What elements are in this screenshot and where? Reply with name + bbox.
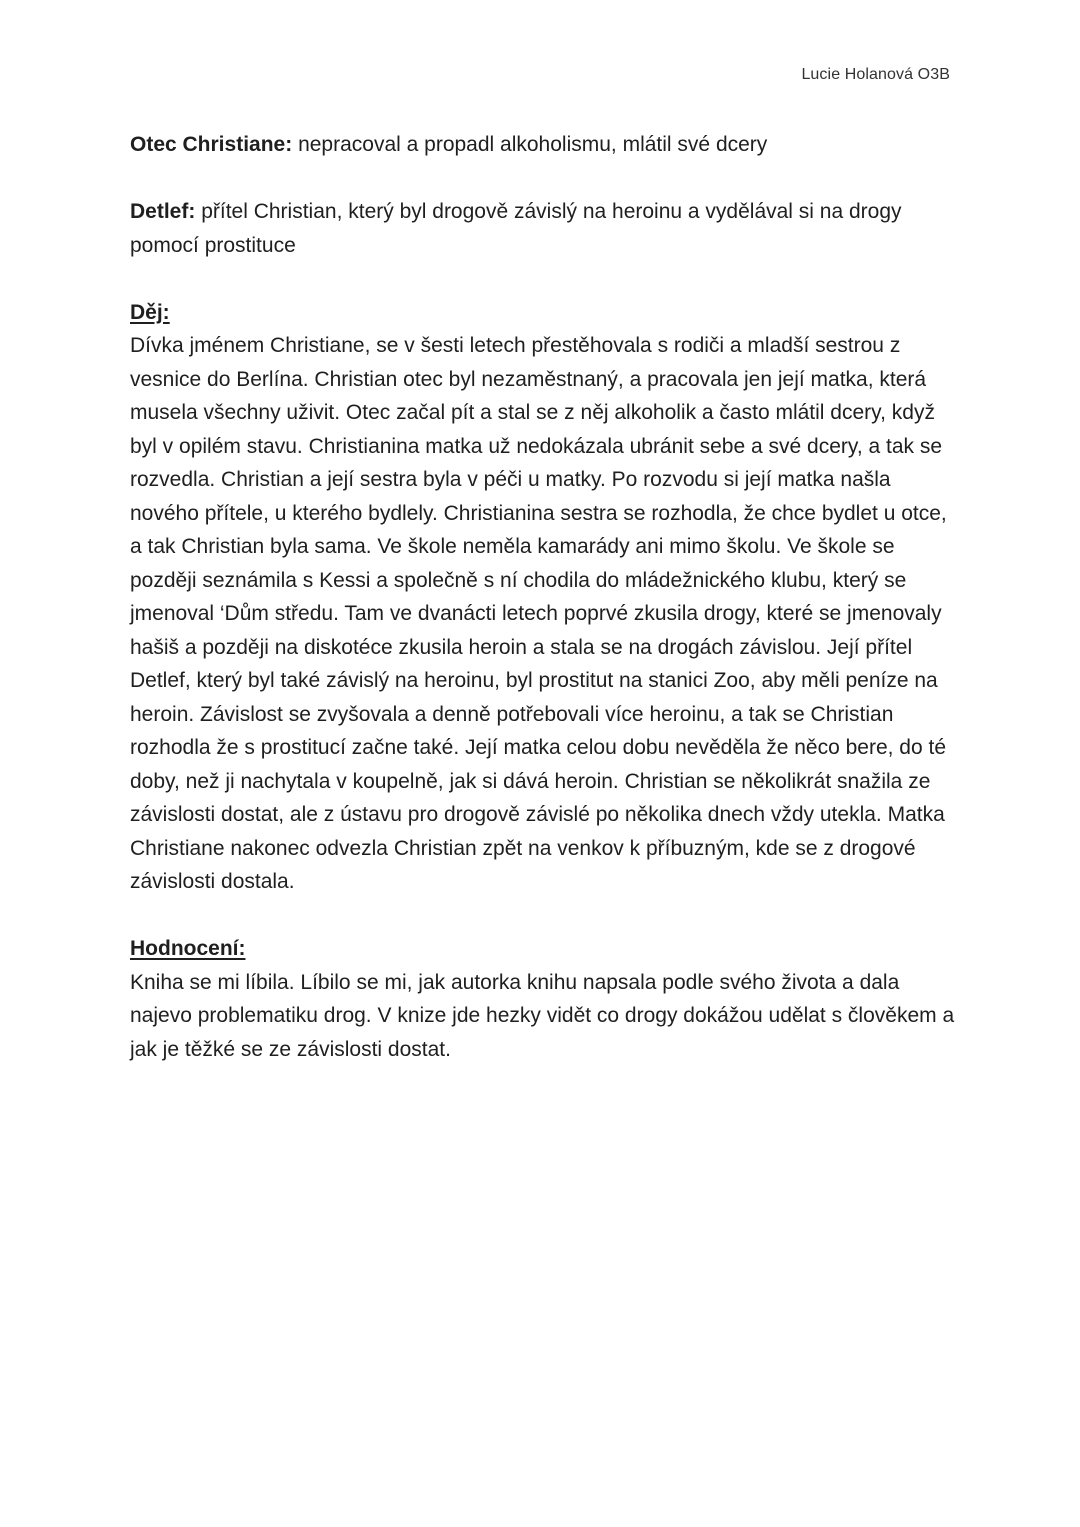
evaluation-text: Kniha se mi líbila. Líbilo se mi, jak autorka knihu napsala podle svého života a dala najevo problematiku drog. V knize jde hezky vidět co drogy dokážou udělat s člověkem a jak je těžké se ze závislosti dostat. (130, 970, 955, 1061)
plot-heading: Děj: (130, 300, 170, 324)
character-entry-detlef (130, 195, 960, 262)
plot-text: Dívka jménem Christiane, se v šesti letech přestěhovala s rodiči a mladší sestrou z vesnice do Berlína. Christian otec byl nezaměstnaný, a pracovala jen její matka, která musela všechny uživit. Otec začal pít a stal se z něj alkoholik a často mlátil dcery, když byl v opilém stavu. Christianina matka už nedokázala ubránit sebe a své dcery, a tak se rozvedla. Christian a její sestra byla v péči u matky. Po rozvodu si její matka našla nového přítele, u kterého bydlely. Christianina sestra se rozhodla, že chce bydlet u otce, a tak Christian byla sama. Ve škole neměla kamarády ani mimo školu. Ve škole se později seznámila s Kessi a společně s ní chodila do mládežnického klubu, který se jmenoval ‘Dům středu. Tam ve dvanácti letech poprvé zkusila drogy, které se jmenovaly hašiš a později na diskotéce zkusila heroin a stala se na drogách závislou. Její přítel Detlef, který byl také závislý na heroinu, byl prostitut na stanici Zoo, aby měli peníze na heroin. Závislost se zvyšovala a denně potřebovali více heroinu, a tak se Christian rozhodla že s prostitucí začne také. Její matka celou dobu nevěděla že něco bere, do té doby, než ji nachytala v koupelně, jak si dává heroin. Christian se několikrát snažila ze závislosti dostat, ale z ústavu pro drogově závislé po několika dnech vždy utekla. Matka Christiane nakonec odvezla Christian zpět na venkov k příbuzným, kde se z drogové závislosti dostala. (130, 334, 947, 893)
author-header: Lucie Holanová O3B (801, 66, 950, 83)
spacer (130, 899, 960, 933)
document-body (130, 128, 960, 1066)
character-entry-father (130, 128, 960, 162)
character-name: Otec Christiane: (130, 133, 293, 156)
character-description: přítel Christian, který byl drogově závislý na heroinu a vydělával si na drogy pomocí prostituce (130, 200, 902, 257)
spacer (130, 162, 960, 196)
character-name: Detlef: (130, 200, 196, 223)
spacer (130, 262, 960, 296)
character-description: nepracoval a propadl alkoholismu, mlátil své dcery (298, 133, 768, 156)
evaluation-heading: Hodnocení: (130, 937, 246, 960)
